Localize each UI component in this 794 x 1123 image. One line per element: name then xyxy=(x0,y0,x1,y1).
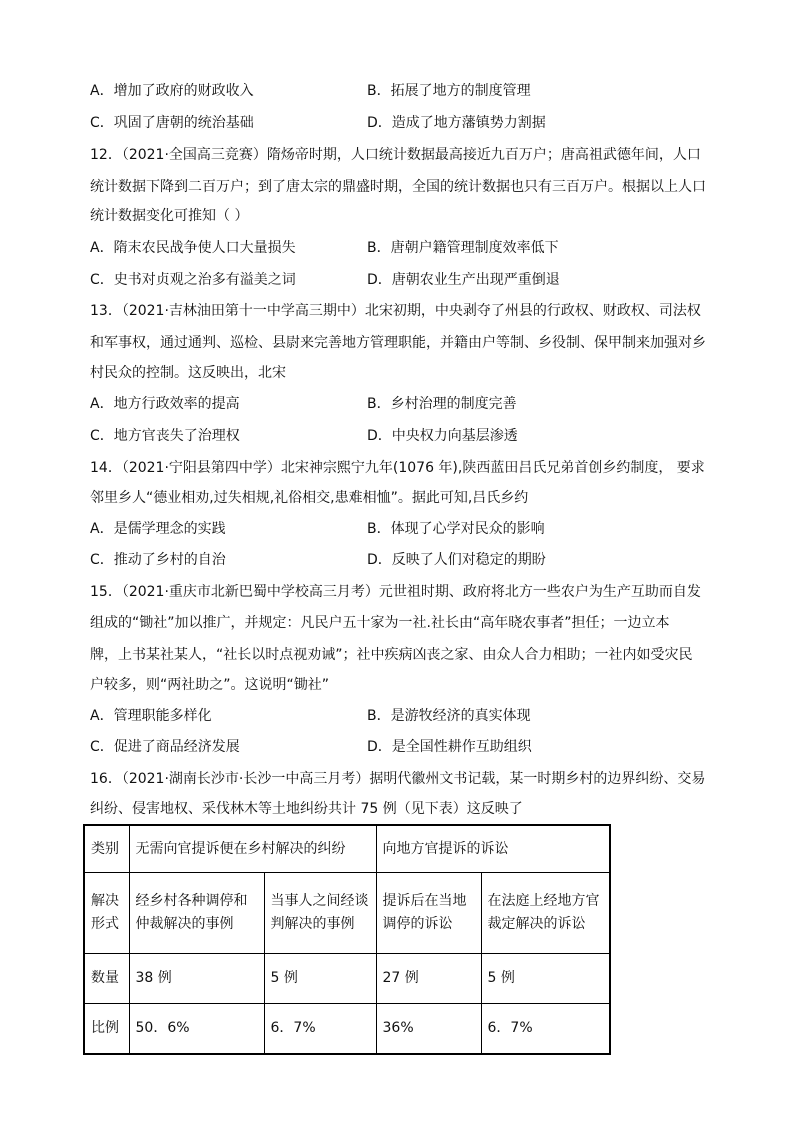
table-row xyxy=(84,1004,610,1055)
q13-option-a[interactable]: A．地方行政效率的提高 xyxy=(90,396,240,412)
q15-stem-line-2: 组成的“锄社”加以推广，并规定：凡民户五十家为一社.社长由“高年晓农事者”担任；一边立本 xyxy=(90,615,670,631)
q14-option-b[interactable]: B．体现了心学对民众的影响 xyxy=(367,521,545,537)
q16-stem-line-2: 纠纷、侵害地权、采伐林木等土地纠纷共计 75 例（见下表）这反映了 xyxy=(90,801,523,817)
table-cell: 向地方官提诉的诉讼 xyxy=(376,825,610,873)
q11-option-a[interactable]: A．增加了政府的财政收入 xyxy=(90,83,254,99)
q14-stem-line-2: 邻里乡人“德业相劝,过失相规,礼俗相交,患难相恤”。据此可知,吕氏乡约 xyxy=(90,490,529,506)
table-cell: 无需向官提诉便在乡村解决的纠纷 xyxy=(129,825,376,873)
q13-stem-line-2: 和军事权，通过通判、巡检、县尉来完善地方管理职能，并籍由户等制、乡役制、保甲制来加强对乡 xyxy=(90,335,706,351)
table-cell: 提诉后在当地调停的诉讼 xyxy=(376,873,481,954)
q15-option-a[interactable]: A．管理职能多样化 xyxy=(90,708,212,724)
q12-option-c[interactable]: C．史书对贞观之治多有溢美之词 xyxy=(90,272,296,288)
table-row xyxy=(84,954,610,1004)
q11-option-b[interactable]: B．拓展了地方的制度管理 xyxy=(367,83,531,99)
q12-stem-line-1: 12．（2021·全国高三竞赛）隋炀帝时期，人口统计数据最高接近九百万户；唐高祖武德年间，人口 xyxy=(90,147,701,163)
q12-option-d[interactable]: D．唐朝农业生产出现严重倒退 xyxy=(367,272,560,288)
table-cell: 在法庭上经地方官裁定解决的诉讼 xyxy=(481,873,610,954)
q14-stem-line-1: 14．（2021·宁阳县第四中学）北宋神宗熙宁九年(1076 年),陕西蓝田吕氏兄弟首创乡约制度， 要求 xyxy=(90,460,705,476)
q13-option-c[interactable]: C．地方官丧失了治理权 xyxy=(90,428,240,444)
table-cell: 解决形式 xyxy=(84,873,129,954)
q13-option-b[interactable]: B．乡村治理的制度完善 xyxy=(367,396,517,412)
q11-option-d[interactable]: D．造成了地方藩镇势力割据 xyxy=(367,115,546,131)
q13-option-d[interactable]: D．中央权力向基层渗透 xyxy=(367,428,518,444)
q15-option-c[interactable]: C．促进了商品经济发展 xyxy=(90,739,240,755)
q11-option-c[interactable]: C．巩固了唐朝的统治基础 xyxy=(90,115,254,131)
q12-option-b[interactable]: B．唐朝户籍管理制度效率低下 xyxy=(367,240,559,256)
table-cell: 50．6% xyxy=(129,1004,264,1055)
q15-stem-line-1: 15．（2021·重庆市北新巴蜀中学校高三月考）元世祖时期、政府将北方一些农户为生产互助而自发 xyxy=(90,584,701,600)
q12-stem-line-3: 统计数据变化可推知（ ） xyxy=(90,208,249,224)
table-cell: 36% xyxy=(376,1004,481,1055)
q14-option-d[interactable]: D．反映了人们对稳定的期盼 xyxy=(367,552,546,568)
table-cell: 6．7% xyxy=(264,1004,376,1055)
table-cell: 5 例 xyxy=(481,954,610,1004)
q12-stem-line-2: 统计数据下降到二百万户；到了唐太宗的鼎盛时期，全国的统计数据也只有三百万户。根据以上人口 xyxy=(90,179,706,195)
q15-stem-line-4: 户较多，则“两社助之”。这说明“锄社” xyxy=(90,677,330,693)
q15-option-b[interactable]: B．是游牧经济的真实体现 xyxy=(367,708,531,724)
table-cell: 比例 xyxy=(84,1004,129,1055)
table-cell: 27 例 xyxy=(376,954,481,1004)
q16-stem-line-1: 16．（2021·湖南长沙市·长沙一中高三月考）据明代徽州文书记载，某一时期乡村的边界纠纷、交易 xyxy=(90,771,706,787)
table-cell: 当事人之间经谈判解决的事例 xyxy=(264,873,376,954)
q12-option-a[interactable]: A．隋末农民战争使人口大量损失 xyxy=(90,240,296,256)
table-cell: 类别 xyxy=(84,825,129,873)
q14-option-c[interactable]: C．推动了乡村的自治 xyxy=(90,552,226,568)
table-cell: 38 例 xyxy=(129,954,264,1004)
table-cell: 经乡村各种调停和仲裁解决的事例 xyxy=(129,873,264,954)
table-row xyxy=(84,825,610,873)
table-row xyxy=(84,873,610,954)
q13-stem-line-3: 村民众的控制。这反映出，北宋 xyxy=(90,365,286,381)
q15-option-d[interactable]: D．是全国性耕作互助组织 xyxy=(367,739,532,755)
table-cell: 5 例 xyxy=(264,954,376,1004)
dispute-table xyxy=(83,824,611,1055)
table-cell: 数量 xyxy=(84,954,129,1004)
table-cell: 6．7% xyxy=(481,1004,610,1055)
q15-stem-line-3: 牌，上书某社某人，“社长以时点视劝诫”；社中疾病凶丧之家、由众人合力相助；一社内如受灾民 xyxy=(90,647,693,663)
q13-stem-line-1: 13．（2021·吉林油田第十一中学高三期中）北宋初期，中央剥夺了州县的行政权、财政权、司法权 xyxy=(90,303,701,319)
q14-option-a[interactable]: A．是儒学理念的实践 xyxy=(90,521,226,537)
